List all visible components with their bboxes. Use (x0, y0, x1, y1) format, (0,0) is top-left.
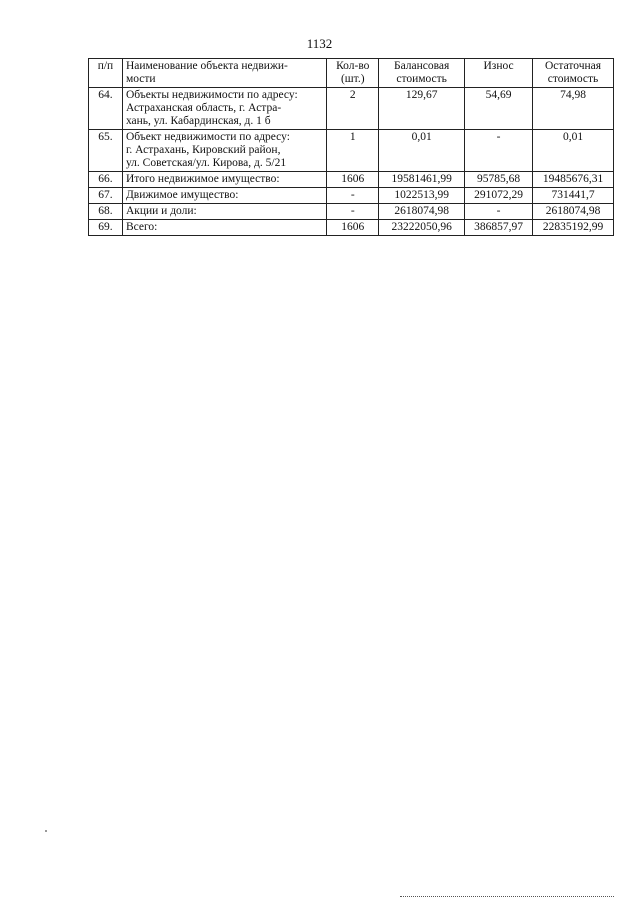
row-residual: 2618074,98 (533, 204, 614, 220)
row-num: 66. (89, 172, 123, 188)
row-name-line: хань, ул. Кабардинская, д. 1 б (125, 115, 271, 127)
table-row (89, 172, 614, 188)
row-wear: - (465, 204, 533, 220)
table-row (89, 204, 614, 220)
table-header-row (89, 59, 614, 88)
row-name-line: Объекты недвижимости по адресу: (125, 89, 298, 101)
header-residual-line-1: Остаточная (545, 60, 602, 72)
table-row (89, 130, 614, 172)
header-balance-line-1: Балансовая (393, 60, 450, 72)
row-name (122, 130, 326, 172)
row-residual: 22835192,99 (533, 220, 614, 236)
header-qty-line-2: (шт.) (340, 73, 365, 85)
row-num: 67. (89, 188, 123, 204)
row-num: 64. (89, 88, 123, 130)
table-row (89, 188, 614, 204)
row-balance: 0,01 (379, 130, 465, 172)
row-qty: 1606 (327, 220, 379, 236)
row-num: 68. (89, 204, 123, 220)
header-balance-line-2: стоимость (396, 73, 447, 85)
row-num: 65. (89, 130, 123, 172)
row-residual: 0,01 (533, 130, 614, 172)
row-qty: - (327, 188, 379, 204)
row-wear: - (465, 130, 533, 172)
row-qty: 1 (327, 130, 379, 172)
header-num: п/п (89, 59, 123, 88)
row-qty: 1606 (327, 172, 379, 188)
footer-dotted-line (400, 896, 614, 897)
property-table (88, 58, 614, 236)
header-name (122, 59, 326, 88)
scan-speck (45, 830, 47, 832)
header-residual (533, 59, 614, 88)
row-name: Итого недвижимое имущество: (122, 172, 326, 188)
row-name: Всего: (122, 220, 326, 236)
row-wear: 54,69 (465, 88, 533, 130)
row-balance: 19581461,99 (379, 172, 465, 188)
row-name-line: ул. Советская/ул. Кирова, д. 5/21 (125, 157, 287, 169)
header-qty-line-1: Кол-во (336, 60, 370, 72)
row-residual: 74,98 (533, 88, 614, 130)
row-balance: 23222050,96 (379, 220, 465, 236)
row-balance: 2618074,98 (379, 204, 465, 220)
row-name-line: г. Астрахань, Кировский район, (125, 144, 281, 156)
row-num: 69. (89, 220, 123, 236)
row-name: Движимое имущество: (122, 188, 326, 204)
row-residual: 731441,7 (533, 188, 614, 204)
row-residual: 19485676,31 (533, 172, 614, 188)
header-wear: Износ (465, 59, 533, 88)
row-wear: 291072,29 (465, 188, 533, 204)
header-residual-line-2: стоимость (547, 73, 599, 85)
row-name-line: Астраханская область, г. Астра- (125, 102, 282, 114)
row-name: Акции и доли: (122, 204, 326, 220)
row-name (122, 88, 326, 130)
row-balance: 1022513,99 (379, 188, 465, 204)
page-number: 1132 (306, 36, 333, 51)
row-qty: 2 (327, 88, 379, 130)
header-name-line-2: мости (125, 73, 156, 85)
row-wear: 95785,68 (465, 172, 533, 188)
header-name-line-1: Наименование объекта недвижи- (125, 60, 288, 72)
row-wear: 386857,97 (465, 220, 533, 236)
header-qty (327, 59, 379, 88)
table-row (89, 88, 614, 130)
row-qty: - (327, 204, 379, 220)
header-balance (379, 59, 465, 88)
table-row (89, 220, 614, 236)
row-balance: 129,67 (379, 88, 465, 130)
row-name-line: Объект недвижимости по адресу: (125, 131, 290, 143)
